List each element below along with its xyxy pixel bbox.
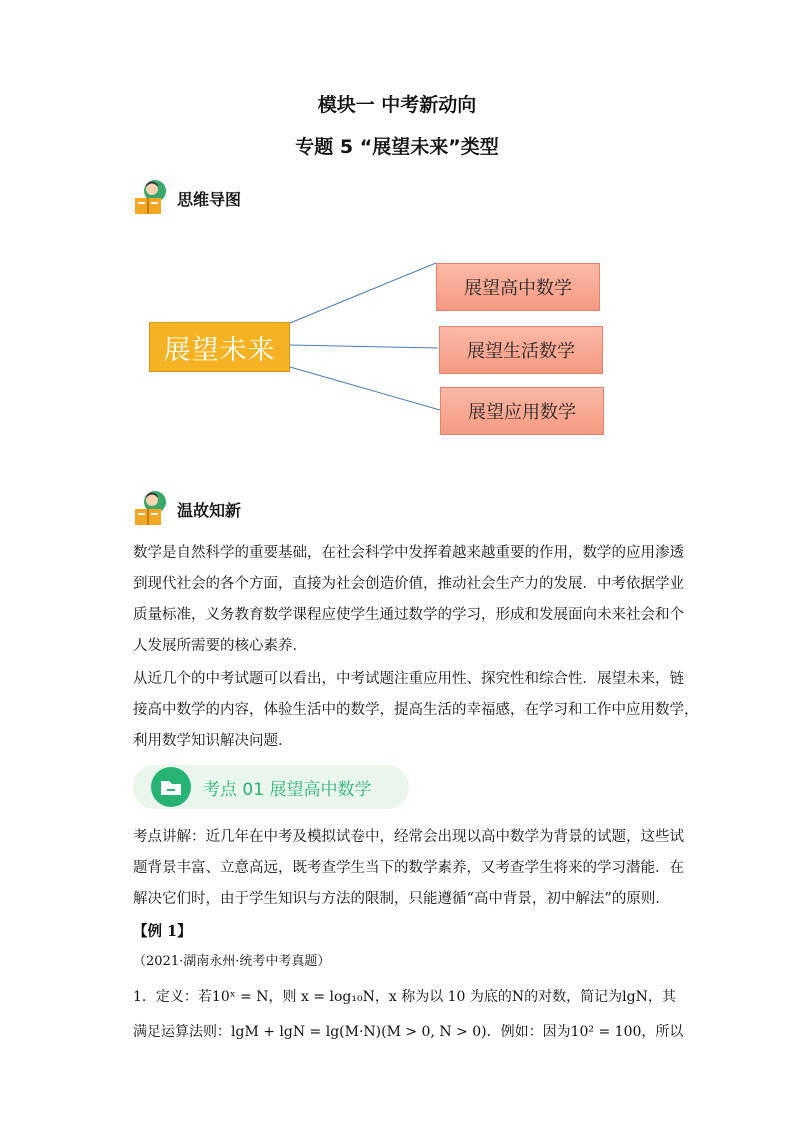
section-label: 思维导图 — [177, 189, 242, 209]
text-line: 到现代社会的各个方面，直接为社会创造价值，推动社会生产力的发展．中考依据学业 — [133, 576, 684, 592]
question-line-2: 满足运算法则：lgM + lgN = lg(M·N)(M > 0, N > 0)．例如：因为10² = 100，所以 — [133, 1024, 684, 1040]
text-line: 题背景丰富、立意高远，既考查学生当下的数学素养，又考查学生将来的学习潜能．在 — [133, 860, 684, 876]
example-source: （2021·湖南永州·统考中考真题） — [133, 954, 331, 969]
kaodian-label: 考点 01 展望高中数学 — [203, 779, 372, 800]
example-label: 【例 1】 — [133, 923, 192, 940]
mind-map-branch-high-school: 展望高中数学 — [436, 263, 600, 311]
text-line: 接高中数学的内容，体验生活中的数学，提高生活的幸福感，在学习和工作中应用数学， — [133, 702, 699, 718]
kaodian-badge — [133, 765, 409, 809]
text-line: 从近几个的中考试题可以看出，中考试题注重应用性、探究性和综合性．展望未来，链 — [133, 671, 684, 687]
module-title: 模块一 中考新动向 — [317, 94, 477, 116]
text-line: 解决它们时，由于学生知识与方法的限制，只能遵循“高中背景，初中解法”的原则． — [133, 891, 670, 907]
section-mindmap-header — [133, 178, 241, 218]
text-line: 人发展所需要的核心素养． — [133, 638, 307, 654]
section-label: 温故知新 — [177, 500, 242, 520]
review-paragraph-1 — [133, 538, 684, 662]
text-line: 数学是自然科学的重要基础，在社会科学中发挥着越来越重要的作用，数学的应用渗透 — [133, 545, 684, 561]
mind-map-branch-life: 展望生活数学 — [439, 326, 603, 374]
mind-map — [130, 255, 630, 445]
review-paragraph-2 — [133, 664, 699, 757]
mind-map-branch-application: 展望应用数学 — [440, 387, 604, 435]
text-line: 考点讲解：近几年在中考及模拟试卷中，经常会出现以高中数学为背景的试题，这些试 — [133, 829, 684, 845]
section-review-header — [133, 489, 241, 529]
reading-student-icon — [133, 489, 171, 529]
folder-icon — [151, 767, 191, 807]
topic-title: 专题 5 “展望未来”类型 — [295, 136, 499, 158]
question-line-1: 1．定义：若10ˣ = N，则 x = log₁₀N，x 称为以 10 为底的N的对数，简记为lgN，其 — [133, 989, 676, 1005]
explain-paragraph — [133, 822, 684, 915]
reading-student-icon — [133, 178, 171, 218]
text-line: 质量标准，义务教育数学课程应使学生通过数学的学习，形成和发展面向未来社会和个 — [133, 607, 684, 623]
mind-map-root: 展望未来 — [149, 322, 290, 372]
text-line: 利用数学知识解决问题． — [133, 733, 293, 749]
